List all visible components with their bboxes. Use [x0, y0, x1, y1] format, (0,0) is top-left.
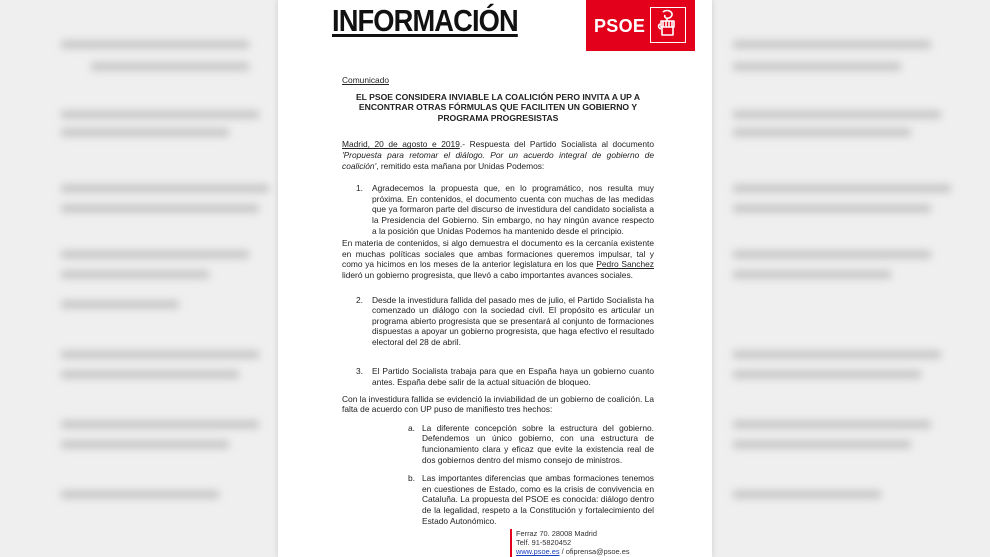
- paragraph-text-b: lideró un gobierno progresista, que llevó a cabo importantes avances sociales.: [342, 269, 633, 280]
- list-item-3: [356, 366, 654, 387]
- document-headline: EL PSOE CONSIDERA INVIABLE LA COALICIÓN PERO INVITA A UP A ENCONTRAR OTRAS FÓRMULAS QUE FACILITEN UN GOBIERNO Y PROGRAMA PROGRESISTAS: [355, 91, 641, 123]
- dateline: Madrid, 20 de agosto e 2019: [342, 139, 460, 150]
- document-body: [342, 75, 654, 526]
- list-item-text: Agradecemos la propuesta que, en lo programático, nos resulta muy próxima. En contenidos, el documento cuenta con muchas de las medidas que ya formaron parte del discurso de investidura del candidato socialista a la Presidencia del Gobierno. Sin embargo, no hay ningún avance respecto a la posición que Unidas Podemos ha mantenido desde el principio.: [372, 183, 654, 236]
- footer-contact: [510, 529, 696, 557]
- list-number: 2.: [356, 294, 363, 305]
- lead-text-a: .- Respuesta del Partido Socialista al documento: [459, 139, 654, 150]
- list-item-text: La diferente concepción sobre la estructura del gobierno. Defendemos un único gobierno, con una estructura de funcionamiento clara y eficaz que evite la existencia real de dos gobiernos dentro del mismo consejo de ministros.: [422, 422, 654, 465]
- blurred-background-left: [0, 0, 278, 557]
- lead-text-b: , remitido esta mañana por Unidas Podemos:: [376, 160, 545, 171]
- document-page: [278, 0, 712, 557]
- document-header-title: INFORMACIÓN: [332, 3, 518, 38]
- list-letter: a.: [408, 422, 415, 433]
- psoe-logo: [586, 0, 695, 51]
- blurred-background-right: [712, 0, 990, 557]
- paragraph-contents: [342, 238, 654, 280]
- list-item-b: [408, 473, 654, 526]
- list-item-1: [356, 183, 654, 236]
- lead-quote: 'Propuesta para retomar el diálogo. Por un acuerdo integral de gobierno de coalición': [342, 149, 654, 171]
- footer-address: Ferraz 70. 28008 Madrid: [516, 529, 597, 538]
- list-item-2: [356, 295, 654, 348]
- lead-paragraph: [342, 139, 654, 171]
- logo-text: PSOE: [594, 16, 646, 36]
- paragraph-investiture: Con la investidura fallida se evidenció la inviabilidad de un gobierno de coalición. La falta de acuerdo con UP puso de manifiesto tres hechos:: [342, 393, 654, 415]
- list-item-a: [408, 423, 654, 465]
- document-type-label: Comunicado: [342, 75, 390, 85]
- fist-and-rose-icon: [650, 7, 686, 43]
- email-text: ofiprensa@psoe.es: [565, 547, 630, 557]
- list-item-text: Desde la investidura fallida del pasado mes de julio, el Partido Socialista ha comenzado un diálogo con la sociedad civil. El propósito es articular un programa abierto progresista que se presentará al conjunto de formaciones dispuestas a apoyar un gobierno progresista, que haga efectivo el resultado electoral del 28 de abril.: [372, 294, 654, 347]
- web-link[interactable]: www.psoe.es: [516, 547, 560, 557]
- footer-links: [516, 547, 696, 556]
- paragraph-text-a: En materia de contenidos, si algo demuestra el documento es la cercanía existente en muchas políticas sociales que ambas formaciones queremos impulsar, tal y como ya hicimos en los meses de la anterior legislatura en los que: [342, 238, 654, 270]
- footer-separator: /: [559, 547, 566, 557]
- list-letter: b.: [408, 473, 415, 484]
- list-number: 3.: [356, 366, 363, 377]
- list-item-text: Las importantes diferencias que ambas formaciones tenemos en cuestiones de Estado, como es la crisis de convivencia en Cataluña. La propuesta del PSOE es conocida: diálogo dentro de la legalidad, respeto a la Constitución y fortalecimiento del Estado Autonómico.: [422, 473, 654, 526]
- list-number: 1.: [356, 183, 363, 194]
- footer-phone: Telf. 91-5820452: [516, 538, 572, 548]
- list-item-text: El Partido Socialista trabaja para que en España haya un gobierno cuanto antes. España debe salir de la actual situación de bloqueo.: [372, 366, 654, 388]
- person-name: Pedro Sanchez: [596, 259, 654, 270]
